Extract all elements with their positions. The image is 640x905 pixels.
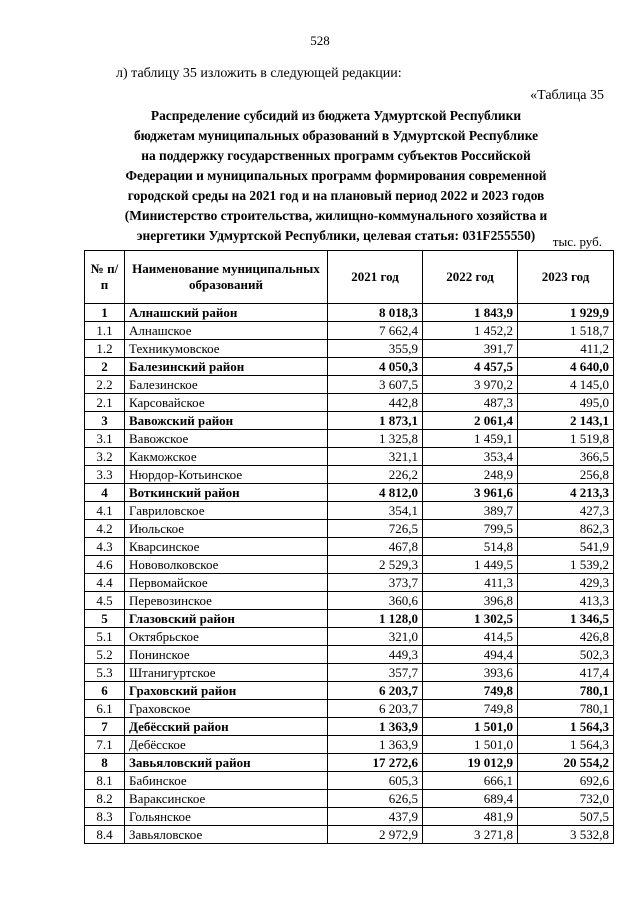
row-number: 7	[85, 718, 125, 736]
header-2022: 2022 год	[423, 251, 518, 304]
table-row	[85, 646, 614, 664]
value-2021: 2 529,3	[328, 556, 423, 574]
value-2021: 321,0	[328, 628, 423, 646]
value-2022: 4 457,5	[423, 358, 518, 376]
municipality-name: Воткинский район	[125, 484, 328, 502]
title-line: городской среды на 2021 год и на плановый период 2022 и 2023 годов	[127, 188, 545, 203]
table-title	[90, 106, 582, 246]
municipality-name: Балезинское	[125, 376, 328, 394]
municipality-name: Балезинский район	[125, 358, 328, 376]
value-2023: 780,1	[518, 700, 614, 718]
value-2022: 487,3	[423, 394, 518, 412]
value-2023: 426,8	[518, 628, 614, 646]
district-row	[85, 682, 614, 700]
table-row	[85, 394, 614, 412]
municipality-name: Вавожское	[125, 430, 328, 448]
row-number: 2.1	[85, 394, 125, 412]
row-number: 6	[85, 682, 125, 700]
title-line: (Министерство строительства, жилищно-коммунального хозяйства и	[124, 208, 548, 223]
value-2022: 749,8	[423, 682, 518, 700]
municipality-name: Алнашское	[125, 322, 328, 340]
municipality-name: Июльское	[125, 520, 328, 538]
title-line: на поддержку государственных программ субъектов Российской	[141, 148, 531, 163]
row-number: 3.1	[85, 430, 125, 448]
municipality-name: Штанигуртское	[125, 664, 328, 682]
value-2021: 4 812,0	[328, 484, 423, 502]
value-2022: 1 449,5	[423, 556, 518, 574]
value-2021: 17 272,6	[328, 754, 423, 772]
table-row	[85, 502, 614, 520]
row-number: 5	[85, 610, 125, 628]
value-2023: 3 532,8	[518, 826, 614, 844]
value-2021: 6 203,7	[328, 700, 423, 718]
value-2021: 355,9	[328, 340, 423, 358]
value-2023: 692,6	[518, 772, 614, 790]
subsidy-table	[84, 250, 614, 844]
value-2022: 666,1	[423, 772, 518, 790]
municipality-name: Вавожский район	[125, 412, 328, 430]
value-2021: 1 873,1	[328, 412, 423, 430]
municipality-name: Понинское	[125, 646, 328, 664]
municipality-name: Какможское	[125, 448, 328, 466]
value-2023: 2 143,1	[518, 412, 614, 430]
value-2021: 605,3	[328, 772, 423, 790]
value-2023: 1 929,9	[518, 304, 614, 322]
value-2021: 3 607,5	[328, 376, 423, 394]
municipality-name: Алнашский район	[125, 304, 328, 322]
table-row	[85, 340, 614, 358]
table-row	[85, 700, 614, 718]
value-2022: 411,3	[423, 574, 518, 592]
header-2023: 2023 год	[518, 251, 614, 304]
value-2022: 3 271,8	[423, 826, 518, 844]
value-2021: 467,8	[328, 538, 423, 556]
municipality-name: Первомайское	[125, 574, 328, 592]
value-2021: 373,7	[328, 574, 423, 592]
table-row	[85, 826, 614, 844]
value-2022: 389,7	[423, 502, 518, 520]
title-line: бюджетам муниципальных образований в Удмуртской Республике	[133, 128, 539, 143]
value-2021: 7 662,4	[328, 322, 423, 340]
header-name: Наименование муниципальных образований	[125, 251, 328, 304]
intro-text: л) таблицу 35 изложить в следующей редакции:	[116, 66, 402, 81]
value-2022: 1 501,0	[423, 736, 518, 754]
value-2022: 393,6	[423, 664, 518, 682]
district-row	[85, 358, 614, 376]
value-2021: 321,1	[328, 448, 423, 466]
table-row	[85, 376, 614, 394]
row-number: 7.1	[85, 736, 125, 754]
value-2022: 514,8	[423, 538, 518, 556]
value-2021: 354,1	[328, 502, 423, 520]
units-label: тыс. руб.	[552, 234, 602, 249]
value-2022: 248,9	[423, 466, 518, 484]
municipality-name: Техникумовское	[125, 340, 328, 358]
value-2021: 1 363,9	[328, 736, 423, 754]
value-2021: 6 203,7	[328, 682, 423, 700]
municipality-name: Граховское	[125, 700, 328, 718]
value-2023: 502,3	[518, 646, 614, 664]
value-2021: 449,3	[328, 646, 423, 664]
value-2021: 226,2	[328, 466, 423, 484]
value-2021: 437,9	[328, 808, 423, 826]
value-2021: 357,7	[328, 664, 423, 682]
municipality-name: Нововолковское	[125, 556, 328, 574]
row-number: 5.1	[85, 628, 125, 646]
municipality-name: Завьяловский район	[125, 754, 328, 772]
table-header-row	[85, 251, 614, 304]
row-number: 3.3	[85, 466, 125, 484]
value-2022: 1 302,5	[423, 610, 518, 628]
value-2023: 413,3	[518, 592, 614, 610]
municipality-name: Дебёсский район	[125, 718, 328, 736]
municipality-name: Граховский район	[125, 682, 328, 700]
title-line: энергетики Удмуртской Республики, целевая статья: 031F255550)	[136, 228, 536, 243]
row-number: 4	[85, 484, 125, 502]
table-body	[85, 304, 614, 844]
value-2023: 732,0	[518, 790, 614, 808]
value-2021: 726,5	[328, 520, 423, 538]
header-number: № п/п	[85, 251, 125, 304]
value-2023: 427,3	[518, 502, 614, 520]
district-row	[85, 718, 614, 736]
table-row	[85, 790, 614, 808]
header-2021: 2021 год	[328, 251, 423, 304]
value-2023: 4 640,0	[518, 358, 614, 376]
row-number: 8.3	[85, 808, 125, 826]
value-2023: 1 564,3	[518, 718, 614, 736]
table-row	[85, 808, 614, 826]
value-2023: 20 554,2	[518, 754, 614, 772]
value-2023: 429,3	[518, 574, 614, 592]
value-2023: 780,1	[518, 682, 614, 700]
value-2022: 391,7	[423, 340, 518, 358]
row-number: 6.1	[85, 700, 125, 718]
value-2023: 4 213,3	[518, 484, 614, 502]
value-2023: 862,3	[518, 520, 614, 538]
row-number: 3.2	[85, 448, 125, 466]
municipality-name: Перевозинское	[125, 592, 328, 610]
value-2022: 481,9	[423, 808, 518, 826]
value-2023: 1 539,2	[518, 556, 614, 574]
row-number: 8.2	[85, 790, 125, 808]
row-number: 2	[85, 358, 125, 376]
district-row	[85, 484, 614, 502]
row-number: 1	[85, 304, 125, 322]
municipality-name: Вараксинское	[125, 790, 328, 808]
value-2021: 442,8	[328, 394, 423, 412]
value-2022: 494,4	[423, 646, 518, 664]
value-2021: 1 363,9	[328, 718, 423, 736]
table-row	[85, 772, 614, 790]
municipality-name: Гольянское	[125, 808, 328, 826]
table-row	[85, 322, 614, 340]
table-row	[85, 430, 614, 448]
row-number: 5.3	[85, 664, 125, 682]
municipality-name: Нюрдор-Котьинское	[125, 466, 328, 484]
municipality-name: Октябрьское	[125, 628, 328, 646]
row-number: 1.2	[85, 340, 125, 358]
row-number: 4.5	[85, 592, 125, 610]
row-number: 4.2	[85, 520, 125, 538]
value-2021: 4 050,3	[328, 358, 423, 376]
table-row	[85, 448, 614, 466]
table-row	[85, 574, 614, 592]
value-2021: 2 972,9	[328, 826, 423, 844]
district-row	[85, 754, 614, 772]
municipality-name: Карсовайское	[125, 394, 328, 412]
value-2023: 507,5	[518, 808, 614, 826]
table-row	[85, 592, 614, 610]
value-2023: 1 564,3	[518, 736, 614, 754]
value-2022: 1 452,2	[423, 322, 518, 340]
value-2022: 749,8	[423, 700, 518, 718]
municipality-name: Бабинское	[125, 772, 328, 790]
value-2023: 1 518,7	[518, 322, 614, 340]
value-2023: 541,9	[518, 538, 614, 556]
value-2023: 256,8	[518, 466, 614, 484]
row-number: 4.4	[85, 574, 125, 592]
row-number: 4.3	[85, 538, 125, 556]
value-2022: 3 970,2	[423, 376, 518, 394]
value-2022: 414,5	[423, 628, 518, 646]
value-2022: 396,8	[423, 592, 518, 610]
value-2022: 689,4	[423, 790, 518, 808]
municipality-name: Гавриловское	[125, 502, 328, 520]
table-row	[85, 520, 614, 538]
municipality-name: Завьяловское	[125, 826, 328, 844]
table-row	[85, 628, 614, 646]
value-2023: 411,2	[518, 340, 614, 358]
value-2021: 8 018,3	[328, 304, 423, 322]
municipality-name: Глазовский район	[125, 610, 328, 628]
value-2022: 19 012,9	[423, 754, 518, 772]
district-row	[85, 412, 614, 430]
district-row	[85, 304, 614, 322]
value-2023: 1 519,8	[518, 430, 614, 448]
table-row	[85, 466, 614, 484]
row-number: 8.4	[85, 826, 125, 844]
row-number: 4.6	[85, 556, 125, 574]
table-row	[85, 538, 614, 556]
row-number: 5.2	[85, 646, 125, 664]
title-line: Распределение субсидий из бюджета Удмуртской Республики	[150, 108, 522, 123]
district-row	[85, 610, 614, 628]
row-number: 4.1	[85, 502, 125, 520]
value-2023: 495,0	[518, 394, 614, 412]
value-2021: 1 325,8	[328, 430, 423, 448]
value-2022: 3 961,6	[423, 484, 518, 502]
row-number: 2.2	[85, 376, 125, 394]
value-2022: 1 501,0	[423, 718, 518, 736]
value-2022: 1 843,9	[423, 304, 518, 322]
value-2021: 360,6	[328, 592, 423, 610]
row-number: 8	[85, 754, 125, 772]
municipality-name: Кварсинское	[125, 538, 328, 556]
value-2021: 626,5	[328, 790, 423, 808]
value-2023: 1 346,5	[518, 610, 614, 628]
page-number: 528	[310, 33, 330, 48]
value-2022: 2 061,4	[423, 412, 518, 430]
value-2022: 799,5	[423, 520, 518, 538]
row-number: 8.1	[85, 772, 125, 790]
title-line: Федерации и муниципальных программ формирования современной	[125, 168, 547, 183]
value-2022: 353,4	[423, 448, 518, 466]
value-2023: 366,5	[518, 448, 614, 466]
value-2021: 1 128,0	[328, 610, 423, 628]
value-2023: 4 145,0	[518, 376, 614, 394]
table-row	[85, 556, 614, 574]
value-2022: 1 459,1	[423, 430, 518, 448]
table-row	[85, 736, 614, 754]
municipality-name: Дебёсское	[125, 736, 328, 754]
row-number: 1.1	[85, 322, 125, 340]
value-2023: 417,4	[518, 664, 614, 682]
table-row	[85, 664, 614, 682]
table-reference: «Таблица 35	[530, 88, 604, 103]
row-number: 3	[85, 412, 125, 430]
